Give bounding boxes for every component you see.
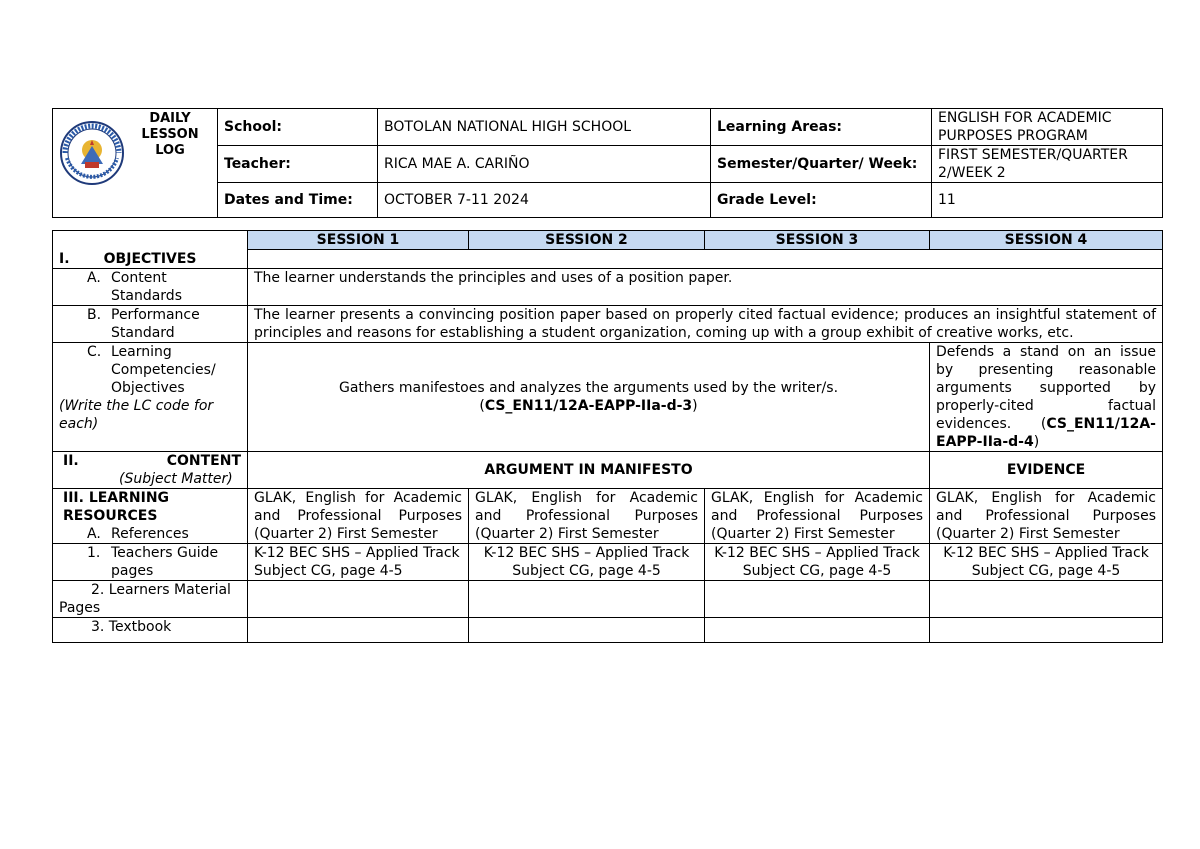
header-table (52, 108, 1163, 218)
objectives-blank-row (248, 250, 1163, 269)
learning-areas-label: Learning Areas: (711, 109, 932, 146)
grade-value: 11 (932, 183, 1163, 218)
session-4-header: SESSION 4 (930, 231, 1163, 250)
daily-lesson-log-title: DAILY LESSON LOG (141, 111, 199, 158)
content-session-4: EVIDENCE (930, 452, 1163, 489)
reference-session-4: GLAK, English for Academic and Professional Purposes (Quarter 2) First Semester (930, 489, 1163, 544)
teachers-guide-session-1: K-12 BEC SHS – Applied Track Subject CG, page 4-5 (248, 544, 469, 581)
teachers-guide-session-3: K-12 BEC SHS – Applied Track Subject CG, page 4-5 (705, 544, 930, 581)
competency-session-4: Defends a stand on an issue by presenting reasonable arguments supported by properly-cited factual evidences. (CS_EN11/12A-EAPP-IIa-d-4) (930, 343, 1163, 452)
semester-label: Semester/Quarter/ Week: (711, 146, 932, 183)
content-sessions-1-3: ARGUMENT IN MANIFESTO (248, 452, 930, 489)
content-standards-label: A. Content Standards (53, 269, 248, 306)
performance-standard-text: The learner presents a convincing position paper based on properly cited factual evidence; produces an insightful statement of principles and reasons for establishing a student organization, coming up with a group exhibit of creative works, etc. (248, 306, 1163, 343)
objectives-heading: I. OBJECTIVES (53, 231, 248, 269)
reference-session-3: GLAK, English for Academic and Professional Purposes (Quarter 2) First Semester (705, 489, 930, 544)
learning-resources-label: III. LEARNING RESOURCES A. References (53, 489, 248, 544)
teachers-guide-session-4: K-12 BEC SHS – Applied Track Subject CG, page 4-5 (930, 544, 1163, 581)
reference-session-2: GLAK, English for Academic and Professional Purposes (Quarter 2) First Semester (469, 489, 705, 544)
semester-value: FIRST SEMESTER/QUARTER 2/WEEK 2 (932, 146, 1163, 183)
textbook-session-3 (705, 618, 930, 643)
teachers-guide-session-2: K-12 BEC SHS – Applied Track Subject CG, page 4-5 (469, 544, 705, 581)
deped-seal-icon (59, 120, 125, 186)
dates-label: Dates and Time: (218, 183, 378, 218)
textbook-session-1 (248, 618, 469, 643)
textbook-session-2 (469, 618, 705, 643)
school-label: School: (218, 109, 378, 146)
learning-areas-value: ENGLISH FOR ACADEMIC PURPOSES PROGRAM (932, 109, 1163, 146)
school-value: BOTOLAN NATIONAL HIGH SCHOOL (378, 109, 711, 146)
session-3-header: SESSION 3 (705, 231, 930, 250)
lesson-log-table (52, 230, 1163, 643)
learners-material-session-4 (930, 581, 1163, 618)
session-1-header: SESSION 1 (248, 231, 469, 250)
session-2-header: SESSION 2 (469, 231, 705, 250)
teacher-value: RICA MAE A. CARIÑO (378, 146, 711, 183)
learners-material-session-1 (248, 581, 469, 618)
grade-label: Grade Level: (711, 183, 932, 218)
content-standards-text: The learner understands the principles and uses of a position paper. (248, 269, 1163, 306)
learning-competencies-label: C. Learning Competencies/ Objectives (Write the LC code for each) (53, 343, 248, 452)
learners-material-label: 2. Learners Material Pages (53, 581, 248, 618)
teacher-label: Teacher: (218, 146, 378, 183)
textbook-session-4 (930, 618, 1163, 643)
learners-material-session-2 (469, 581, 705, 618)
dates-value: OCTOBER 7-11 2024 (378, 183, 711, 218)
learners-material-session-3 (705, 581, 930, 618)
logo-cell (53, 109, 218, 218)
reference-session-1: GLAK, English for Academic and Professional Purposes (Quarter 2) First Semester (248, 489, 469, 544)
textbook-label: 3. Textbook (53, 618, 248, 643)
competency-sessions-1-3: Gathers manifestoes and analyzes the arguments used by the writer/s. (CS_EN11/12A-EAPP-IIa-d-3) (248, 343, 930, 452)
teachers-guide-label: 1. Teachers Guide pages (53, 544, 248, 581)
performance-standard-label: B. Performance Standard (53, 306, 248, 343)
content-label: II. CONTENT (Subject Matter) (53, 452, 248, 489)
